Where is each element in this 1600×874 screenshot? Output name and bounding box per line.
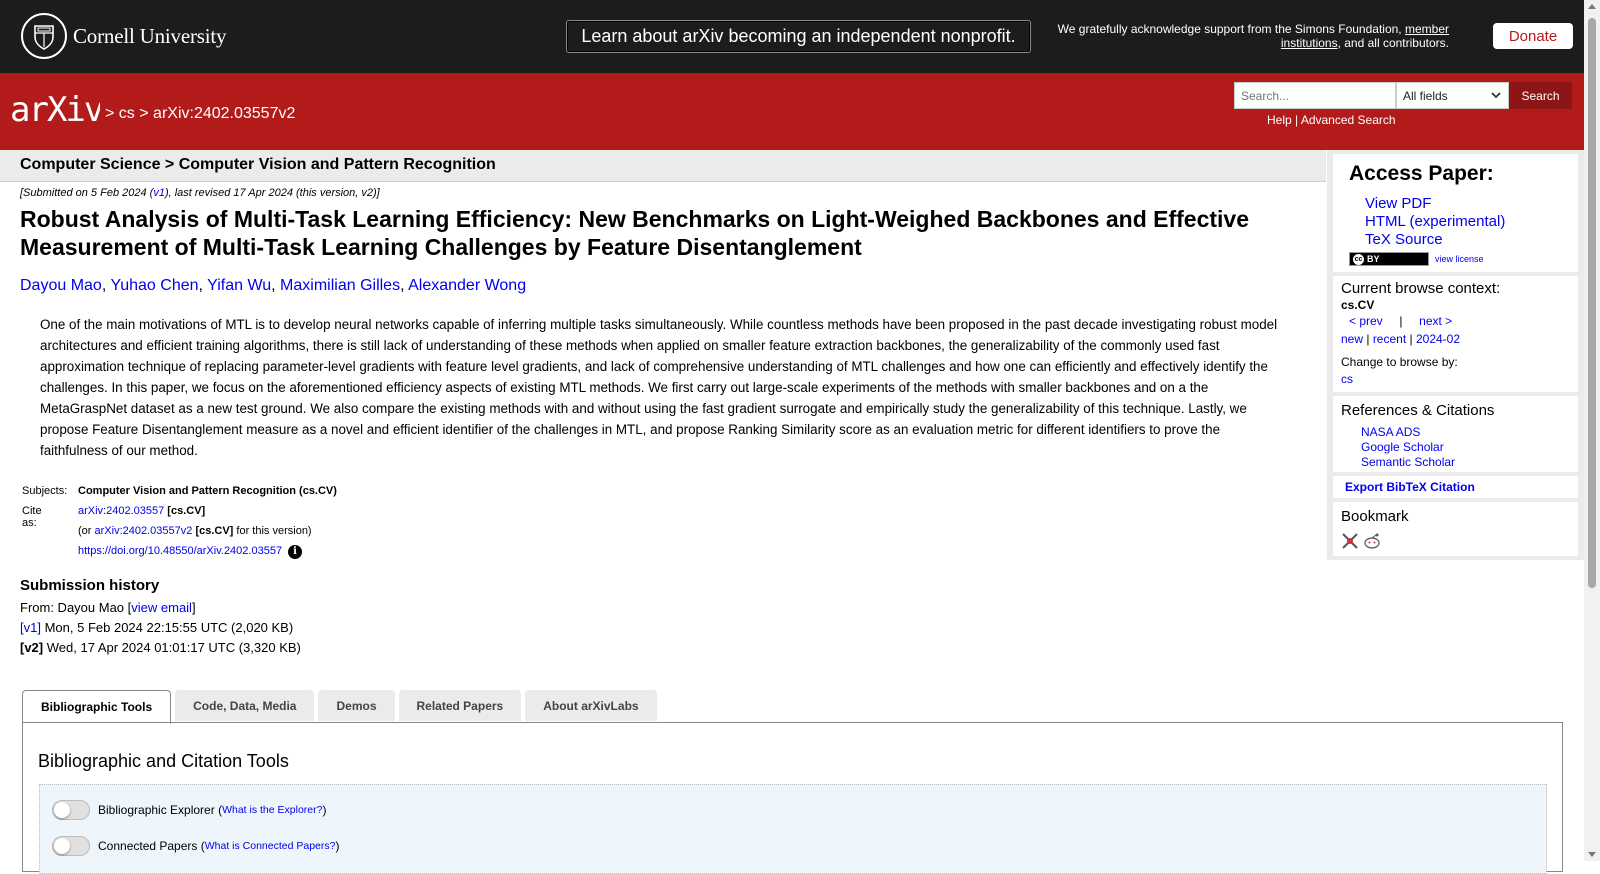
cc-by-license-icon[interactable]: cc BY xyxy=(1349,252,1429,266)
view-pdf-link[interactable]: View PDF xyxy=(1365,195,1432,212)
version-v2-label: [v2] xyxy=(20,640,44,655)
cornell-logo[interactable] xyxy=(21,13,226,59)
google-scholar-link[interactable]: Google Scholar xyxy=(1361,440,1444,454)
search-input[interactable] xyxy=(1234,82,1396,109)
view-email-link[interactable]: view email xyxy=(131,600,192,615)
site-header xyxy=(0,73,1584,150)
nasa-ads-link[interactable]: NASA ADS xyxy=(1361,425,1421,439)
submission-dateline: [Submitted on 5 Feb 2024 (v1), last revised 17 Apr 2024 (this version, v2)] xyxy=(20,187,380,199)
help-link[interactable]: Help xyxy=(1267,113,1292,127)
access-paper-heading: Access Paper: xyxy=(1349,162,1494,185)
change-browse-heading: Change to browse by: xyxy=(1341,355,1458,369)
what-is-explorer-link[interactable]: What is the Explorer? xyxy=(222,804,323,816)
export-bibtex-link[interactable]: Export BibTeX Citation xyxy=(1345,480,1475,494)
references-heading: References & Citations xyxy=(1341,402,1495,419)
bibsonomy-icon[interactable] xyxy=(1341,532,1359,550)
tex-source-link[interactable]: TeX Source xyxy=(1365,231,1443,248)
access-paper-box xyxy=(1333,154,1578,272)
bookmark-heading: Bookmark xyxy=(1341,508,1409,525)
abstract: One of the main motivations of MTL is to develop neural networks capable of inferring multiple tasks simultaneously. While countless methods have been proposed in the past decade investigating robust model architectures and efficient training algorithms, there is still lack of understanding of these methods when applied on smaller feature extraction backbones, the generalizability of the commonly used fast approximation technique of replacing parameter-level gradients with feature level gradients, and lack of comprehensive understanding of MTL challenges and how one can efficiently and effectively identify the challenges. In this paper, we focus on the aforementioned efficiency aspects of existing MTL methods. We first carry out large-scale experiments of the methods with smaller backbones and on a the MetaGraspNet dataset as a new test ground. We also compare the existing methods with and without using the fast gradient surrogate and empirically study the generalizability of this technique. Lastly, we propose Feature Disentanglement measure as a novel and efficient identifier of the challenges in MTL, and propose Ranking Similarity score as an evaluation metric for different identifiers to prove the faithfulness of our method. xyxy=(40,317,1278,458)
what-is-connected-papers-link[interactable]: What is Connected Papers? xyxy=(204,840,336,852)
month-link[interactable]: 2024-02 xyxy=(1415,332,1461,346)
breadcrumb-cs-link[interactable]: cs xyxy=(118,105,135,122)
author-link[interactable]: Yuhao Chen xyxy=(110,277,199,294)
tab-bibliographic-tools[interactable]: Bibliographic Tools xyxy=(22,690,171,724)
cite-version-link[interactable]: arXiv:2402.03557v2 xyxy=(94,525,193,537)
new-link[interactable]: new xyxy=(1341,332,1364,346)
arxiv-logo[interactable] xyxy=(10,91,100,140)
submission-history: Submission history From: Dayou Mao [view email] [v1] Mon, 5 Feb 2024 22:15:55 UTC (2,020 KB) [v2] Wed, 17 Apr 2024 01:01:17 UTC (3,320 KB) xyxy=(20,577,301,655)
tool-toggles: Bibliographic Explorer ( What is the Explorer? ) Connected Papers ( What is Connected Papers? ) xyxy=(39,784,1547,874)
submission-history-heading: Submission history xyxy=(20,577,160,594)
subjects-value: Computer Vision and Pattern Recognition (cs.CV) xyxy=(78,485,337,497)
labs-tabs xyxy=(22,690,661,724)
tab-demos[interactable]: Demos xyxy=(318,690,394,721)
author-link[interactable]: Yifan Wu xyxy=(207,277,272,294)
help-links: Help | Advanced Search xyxy=(1267,113,1396,127)
recent-link[interactable]: recent xyxy=(1372,332,1407,346)
semantic-scholar-link[interactable]: Semantic Scholar xyxy=(1361,455,1456,469)
author-list: Dayou Mao, Yuhao Chen, Yifan Wu, Maximilian Gilles, Alexander Wong xyxy=(20,277,527,294)
reddit-icon[interactable] xyxy=(1363,532,1381,550)
bibtex-box xyxy=(1333,476,1578,498)
author-link[interactable]: Dayou Mao xyxy=(20,277,102,294)
arxiv-logo-icon xyxy=(10,91,100,133)
category-heading: Computer Science > Computer Vision and Pattern Recognition xyxy=(0,150,1326,182)
tab-about-arxivlabs[interactable]: About arXivLabs xyxy=(525,690,656,721)
top-banner xyxy=(0,0,1584,73)
bibliographic-explorer-toggle[interactable] xyxy=(52,800,90,820)
browse-context-heading: Current browse context: xyxy=(1341,280,1501,297)
support-acknowledgement: We gratefully acknowledge support from the Simons Foundation, member institutions, and all contributors. xyxy=(1057,22,1449,50)
cornell-seal-icon xyxy=(21,13,67,59)
connected-papers-toggle[interactable] xyxy=(52,836,90,856)
subjects-label: Subjects: xyxy=(22,485,68,497)
info-icon[interactable]: i xyxy=(288,545,302,559)
donate-button[interactable]: Donate xyxy=(1493,23,1573,49)
v1-link[interactable]: v1 xyxy=(153,187,165,199)
scrollbar-thumb[interactable] xyxy=(1588,18,1596,588)
chevron-down-icon xyxy=(1490,89,1502,101)
breadcrumb: > cs > arXiv:2402.03557v2 xyxy=(105,105,296,122)
next-link[interactable]: next > xyxy=(1419,314,1453,328)
tab-panel-heading: Bibliographic and Citation Tools xyxy=(38,751,289,771)
browse-context-box: Current browse context: cs.CV < prev | next > new | recent | 2024-02 Change to browse by: cs xyxy=(1333,276,1578,392)
cite-label: Cite as: xyxy=(22,505,42,529)
view-license-link[interactable]: view license xyxy=(1435,254,1484,264)
bookmark-box xyxy=(1333,502,1578,556)
tab-related-papers[interactable]: Related Papers xyxy=(399,690,522,721)
prev-link[interactable]: < prev xyxy=(1349,314,1383,328)
tab-code-data-media[interactable]: Code, Data, Media xyxy=(175,690,314,721)
institution-name: Cornell University xyxy=(73,23,227,48)
search-button[interactable]: Search xyxy=(1509,82,1572,109)
author-link[interactable]: Alexander Wong xyxy=(408,277,527,294)
html-experimental-link[interactable]: HTML (experimental) xyxy=(1365,213,1506,230)
version-v1-link[interactable]: [v1] xyxy=(20,620,41,635)
scroll-down-icon[interactable] xyxy=(1588,852,1596,857)
arxiv-logo-text: arXiv xyxy=(10,91,100,130)
breadcrumb-paper-id[interactable]: arXiv:2402.03557v2 xyxy=(153,105,296,122)
sidebar xyxy=(1327,150,1584,560)
advanced-search-link[interactable]: Advanced Search xyxy=(1300,113,1396,127)
cite-arxiv-link[interactable]: arXiv:2402.03557 xyxy=(78,505,165,517)
tab-panel xyxy=(22,722,1563,872)
page-scrollbar[interactable] xyxy=(1584,0,1600,861)
scroll-up-icon[interactable] xyxy=(1588,4,1596,9)
browse-context-value: cs.CV xyxy=(1341,298,1375,312)
search-field-select[interactable]: All fields xyxy=(1396,82,1509,109)
references-box xyxy=(1333,396,1578,472)
nonprofit-announcement-button[interactable]: Learn about arXiv becoming an independent nonprofit. xyxy=(566,20,1031,53)
member-institutions-link[interactable]: member institutions xyxy=(1280,22,1449,50)
paper-title: Robust Analysis of Multi-Task Learning Efficiency: New Benchmarks on Light-Weighed Backbones and Effective Measurement of Multi-Task Learning Challenges by Feature Disentanglement xyxy=(20,206,1250,260)
browse-cs-link[interactable]: cs xyxy=(1341,372,1353,386)
author-link[interactable]: Maximilian Gilles xyxy=(280,277,401,294)
doi-link[interactable]: https://doi.org/10.48550/arXiv.2402.03557 xyxy=(78,545,283,557)
